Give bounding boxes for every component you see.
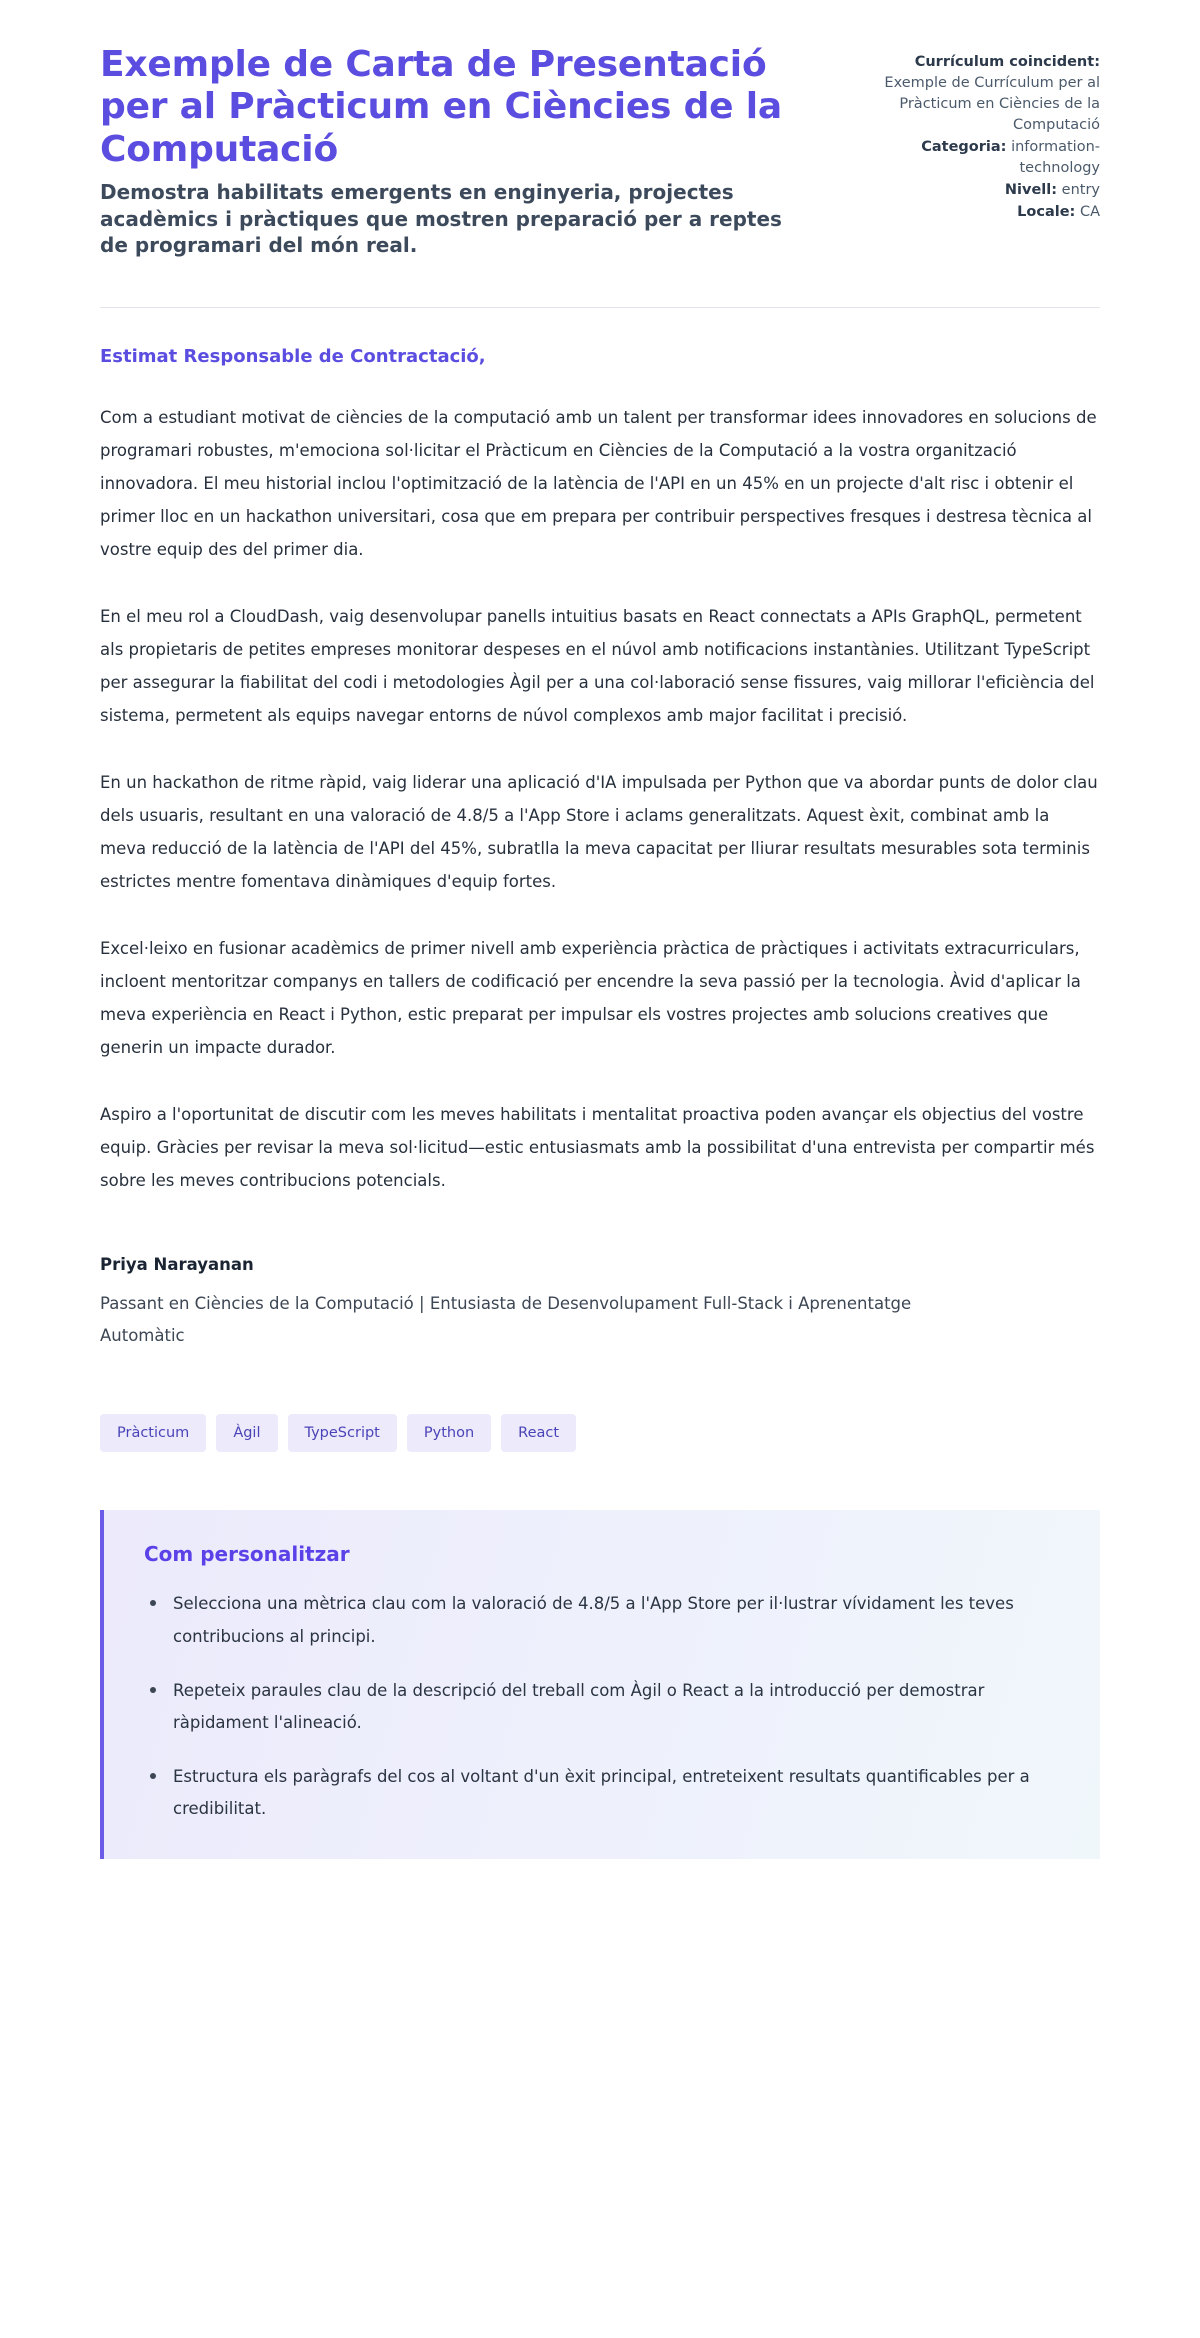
customization-tips-callout xyxy=(100,1510,1100,1859)
metadata-level-label: Nivell: xyxy=(1004,182,1058,199)
tag-list xyxy=(100,1414,1100,1453)
list-item xyxy=(144,1588,1060,1652)
list-item xyxy=(144,1675,1060,1739)
page-title: Exemple de Carta de Presentació per al Pràcticum en Ciències de la Computació xyxy=(100,44,782,170)
letter-paragraph: En un hackathon de ritme ràpid, vaig liderar una aplicació d'IA impulsada per Python que va abordar punts de dolor clau dels usuaris, resultant en una valoració de 4.8/5 a l'App Store i aclams generalitzats. Aquest èxit, combinat amb la meva reducció de la latència de l'API del 45%, subratlla la meva capacitat per lliurar resultats mesurables sota terminis estrictes mentre fomentava dinàmiques d'equip fortes. xyxy=(100,772,1098,891)
bullet-icon xyxy=(150,1773,156,1779)
letter-paragraph: Aspiro a l'oportunitat de discutir com les meves habilitats i mentalitat proactiva poden avançar els objectius del vostre equip. Gràcies per revisar la meva sol·licitud—estic entusiasmats amb la possibilitat d'una entrevista per compartir més sobre les meves contribucions potencials. xyxy=(100,1104,1095,1190)
signature-role: Passant en Ciències de la Computació | Entusiasta de Desenvolupament Full-Stack i Aprenentatge Automàtic xyxy=(100,1293,912,1345)
tag-chip[interactable]: Àgil xyxy=(216,1414,277,1453)
metadata-category-label: Categoria: xyxy=(921,139,1007,156)
tag-chip[interactable]: React xyxy=(501,1414,576,1453)
metadata-category-value: information-technology xyxy=(1011,139,1100,177)
document-metadata xyxy=(845,44,1100,224)
tag-chip[interactable]: Python xyxy=(407,1414,491,1453)
metadata-level xyxy=(845,180,1100,201)
metadata-resume-label: Currículum coincident: xyxy=(914,54,1100,70)
page-subtitle: Demostra habilitats emergents en enginyeria, projectes acadèmics i pràctiques que mostren preparació per a reptes de programari del món real. xyxy=(100,180,782,258)
metadata-locale-label: Locale: xyxy=(1017,204,1076,221)
signature-block xyxy=(100,1255,1100,1352)
letter-paragraph: Excel·leixo en fusionar acadèmics de primer nivell amb experiència pràctica de pràctiques i activitats extracurriculars, incloent mentoritzar companys en tallers de codificació per encendre la seva passió per la tecnologia. Àvid d'aplicar la meva experiència en React i Python, estic preparat per impulsar els vostres projectes amb solucions creatives que generin un impacte durador. xyxy=(100,938,1081,1057)
metadata-category xyxy=(845,137,1100,179)
tag-chip[interactable]: Pràcticum xyxy=(100,1414,206,1453)
tips-list xyxy=(144,1588,1060,1825)
bullet-icon xyxy=(150,1600,156,1606)
bullet-icon xyxy=(150,1687,156,1693)
list-item xyxy=(144,1761,1060,1825)
letter-salutation: Estimat Responsable de Contractació, xyxy=(100,345,486,367)
tips-item-text: Repeteix paraules clau de la descripció del treball com Àgil o React a la introducció per demostrar ràpidament l'alineació. xyxy=(173,1680,985,1732)
letter-body xyxy=(100,308,1100,1352)
tag-chip[interactable]: TypeScript xyxy=(288,1414,397,1453)
tips-title: Com personalitzar xyxy=(144,1542,350,1567)
metadata-locale xyxy=(845,202,1100,223)
document-header xyxy=(100,34,1100,259)
tips-item-text: Estructura els paràgrafs del cos al voltant d'un èxit principal, entreteixent resultats quantificables per a credibilitat. xyxy=(173,1767,1030,1819)
metadata-resume-value: Exemple de Currículum per al Pràcticum en Ciències de la Computació xyxy=(884,75,1100,134)
metadata-level-value: entry xyxy=(1061,182,1100,199)
signature-name: Priya Narayanan xyxy=(100,1254,254,1274)
header-left-column xyxy=(100,44,800,259)
tips-item-text: Selecciona una mètrica clau com la valoració de 4.8/5 a l'App Store per il·lustrar vívidament les teves contribucions al principi. xyxy=(173,1594,1014,1646)
letter-paragraph: Com a estudiant motivat de ciències de la computació amb un talent per transformar idees innovadores en solucions de programari robustes, m'emociona sol·licitar el Pràcticum en Ciències de la Computació a la vostra organització innovadora. El meu historial inclou l'optimització de la latència de l'API en un 45% en un projecte d'alt risc i obtenir el primer lloc en un hackathon universitari, cosa que em prepara per contribuir perspectives fresques i destresa tècnica al vostre equip des del primer dia. xyxy=(100,407,1097,559)
metadata-locale-value: CA xyxy=(1079,204,1100,221)
letter-paragraph: En el meu rol a CloudDash, vaig desenvolupar panells intuitius basats en React connectats a APIs GraphQL, permetent als propietaris de petites empreses monitorar despeses en el núvol amb notificacions instantànies. Utilitzant TypeScript per assegurar la fiabilitat del codi i metodologies Àgil per a una col·laboració sense fissures, vaig millorar l'eficiència del sistema, permetent als equips navegar entorns de núvol complexos amb major facilitat i precisió. xyxy=(100,606,1095,725)
metadata-matching-resume xyxy=(845,52,1100,136)
